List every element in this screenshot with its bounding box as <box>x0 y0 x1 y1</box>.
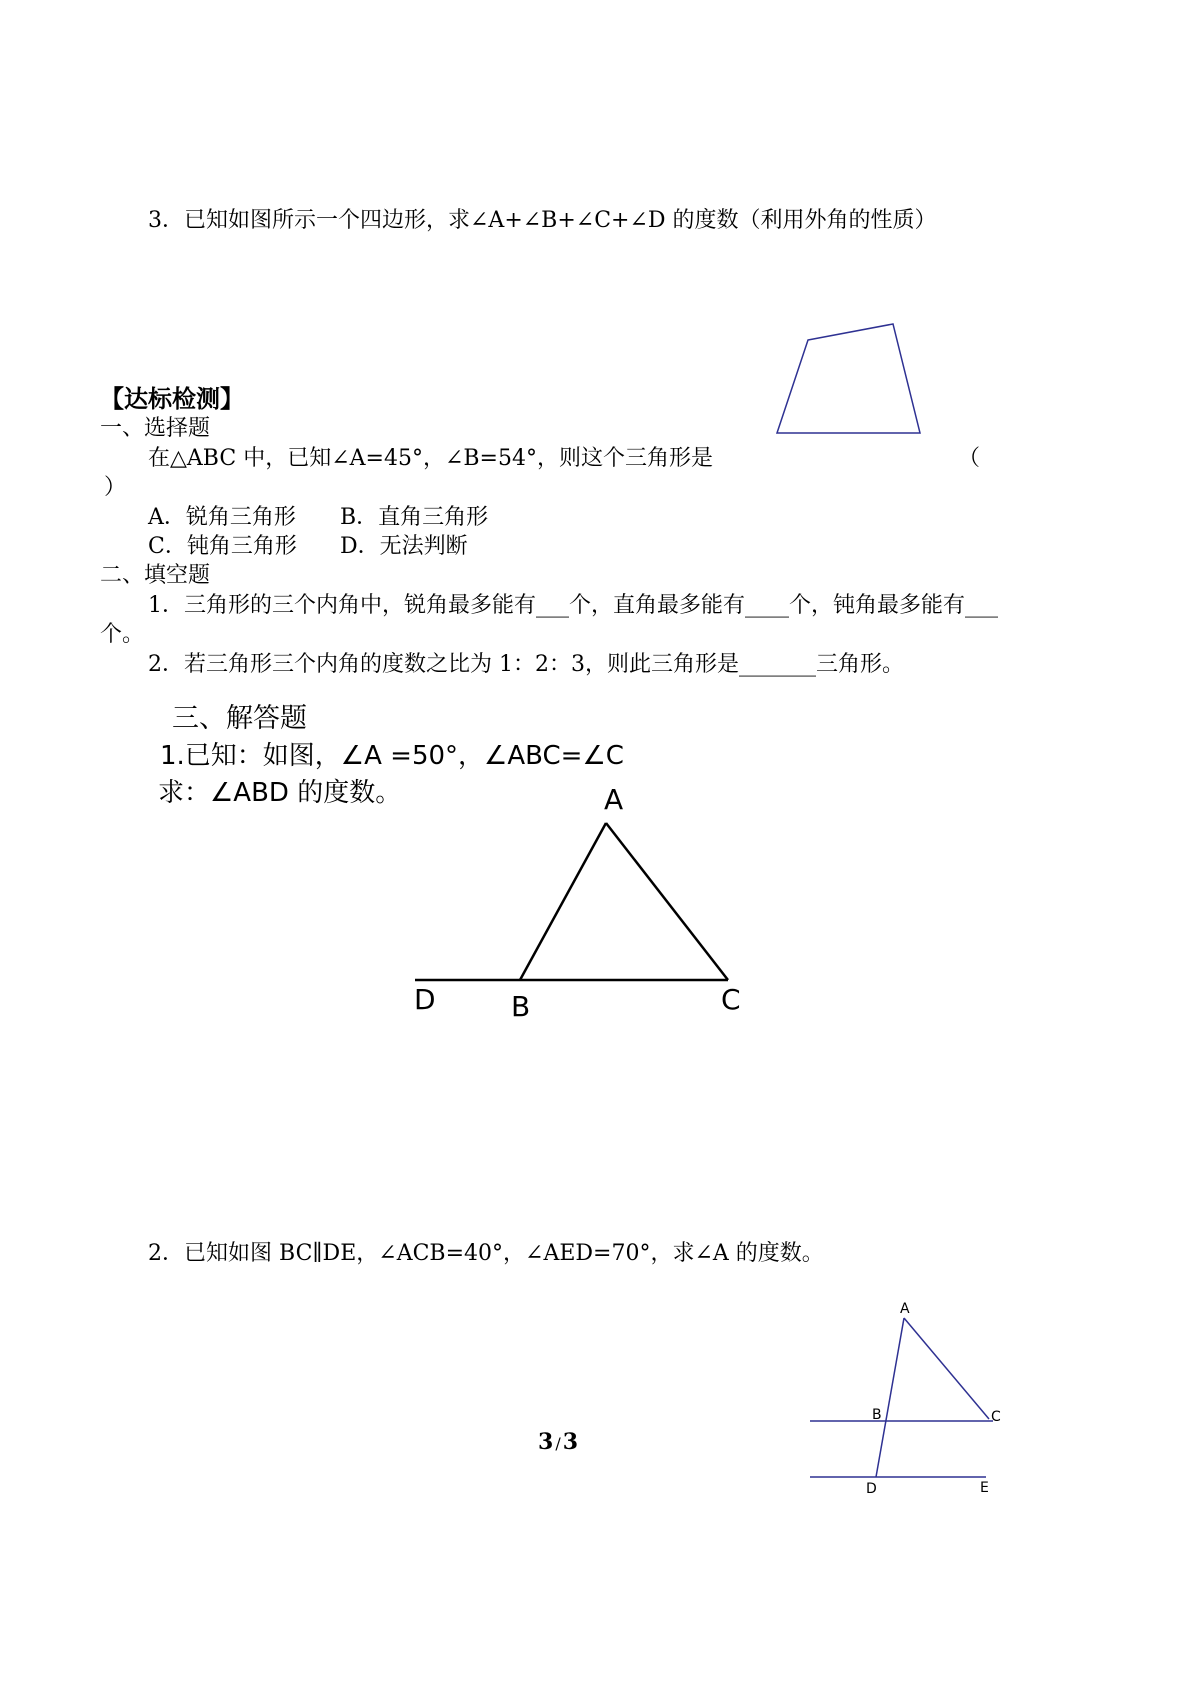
fig2-label-d: D <box>866 1481 877 1497</box>
fill-heading: 二、填空题 <box>100 563 211 588</box>
fill-question-1-line-2: 个。 <box>100 622 145 647</box>
fig2-label-c: C <box>991 1409 1001 1425</box>
page-total: 3 <box>562 1429 579 1455</box>
page-current: 3 <box>538 1429 554 1455</box>
answer-heading: 三、解答题 <box>172 703 307 734</box>
answer-question-2: 2．已知如图 BC∥DE，∠ACB=40°，∠AED=70°，求∠A 的度数。 <box>148 1241 824 1266</box>
fill-question-1-line-1: 1．三角形的三个内角中，锐角最多能有___个，直角最多能有____个，钝角最多能有___ <box>148 593 998 618</box>
page-separator: / <box>555 1434 561 1453</box>
fig1-label-d: D <box>414 983 436 1016</box>
option-b: B．直角三角形 <box>340 505 489 530</box>
choice-heading: 一、选择题 <box>100 416 211 441</box>
fig2-label-a: A <box>900 1301 910 1317</box>
option-c: C．钝角三角形 <box>148 534 297 559</box>
fig1-label-a: A <box>604 783 624 816</box>
question-3-text: 3．已知如图所示一个四边形，求∠A+∠B+∠C+∠D 的度数（利用外角的性质） <box>148 208 937 233</box>
fig2-label-e: E <box>980 1480 989 1496</box>
choice-paren-open: （ <box>958 446 981 471</box>
answer-question-1-line-1: 1.已知：如图，∠A =50°，∠ABC=∠C <box>160 741 624 771</box>
fill-question-2: 2．若三角形三个内角的度数之比为 1：2：3，则此三角形是_______三角形。 <box>148 652 904 677</box>
option-a: A．锐角三角形 <box>148 505 296 530</box>
choice-paren-close: ） <box>104 475 127 500</box>
fig2-label-b: B <box>872 1407 882 1423</box>
fig1-label-c: C <box>721 983 741 1016</box>
fig1-label-b: B <box>511 990 531 1023</box>
option-d: D．无法判断 <box>340 534 468 559</box>
answer-question-1-line-2: 求：∠ABD 的度数。 <box>158 778 402 808</box>
choice-question: 在△ABC 中，已知∠A=45°，∠B=54°，则这个三角形是 <box>148 446 713 471</box>
section-title: 【达标检测】 <box>100 384 244 413</box>
